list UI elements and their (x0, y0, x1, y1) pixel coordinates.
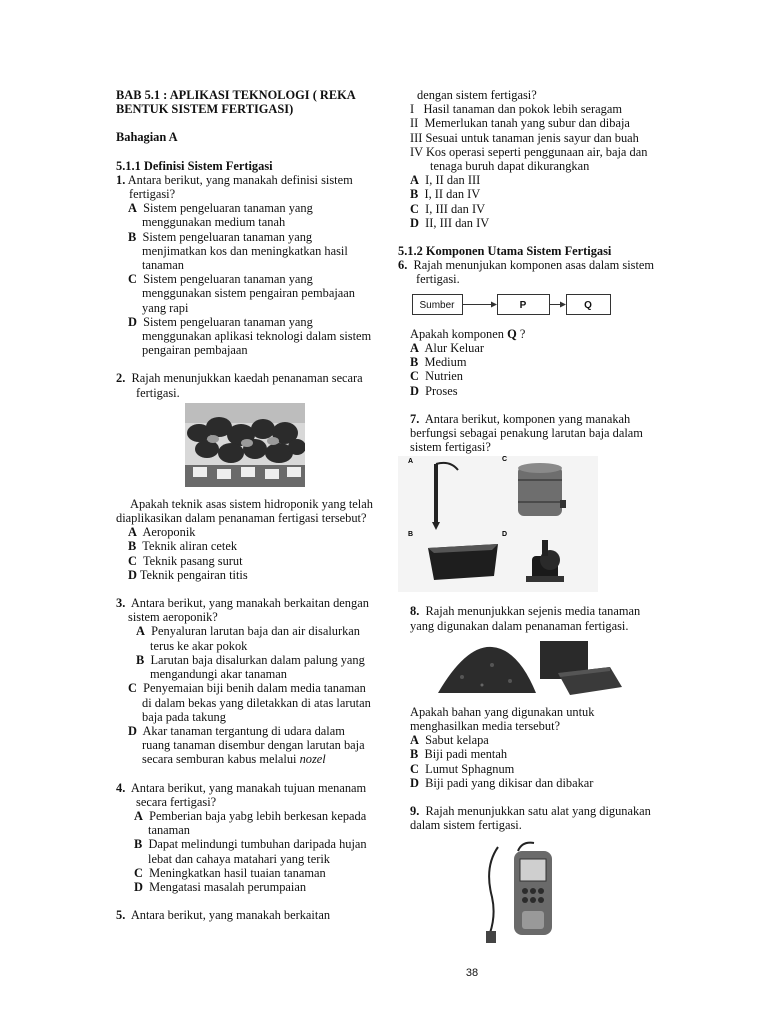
left-column (116, 88, 374, 922)
option-item[interactable]: A Sistem pengeluaran tanaman yang menggunakan medium tanah (128, 201, 313, 230)
question-5: 5. Antara berikut, yang manakah berkaitan (116, 908, 331, 923)
statement-item: III Sesuai untuk tanaman jenis sayur dan buah (410, 130, 639, 145)
subsection-heading-511: 5.1.1 Definisi Sistem Fertigasi (116, 158, 273, 173)
statement-item: II Memerlukan tanah yang subur dan dibaja (410, 116, 630, 131)
question-8: 8. Rajah menunjukkan sejenis media tanaman yang digunakan dalam penanaman fertigasi. (410, 604, 641, 633)
question-2-prompt: Apakah teknik asas sistem hidroponik yang telah diaplikasikan dalam penanaman fertigasi tersebut? (116, 496, 373, 526)
chapter-title: BAB 5.1 : APLIKASI TEKNOLOGI ( REKA BENTUK SISTEM FERTIGASI) (116, 88, 356, 117)
flow-box-p: P (519, 299, 527, 311)
question-1-options (116, 201, 374, 357)
option-item[interactable]: B Larutan baja disalurkan dalam palung yang mengandungi akar tanaman (136, 652, 365, 682)
meter-device-photo (478, 837, 568, 945)
option-item[interactable]: C Teknik pasang surut (128, 553, 243, 568)
statement-item: IV Kos operasi seperti penggunaan air, baja dan tenaga buruh dapat dikurangkan (410, 144, 648, 174)
question-8-options (398, 733, 660, 790)
option-item[interactable]: C Penyemaian biji benih dalam media tanaman di dalam bekas yang diletakkan di atas larutan baja pada takung (128, 681, 371, 724)
option-item[interactable]: A Alur Keluar (410, 341, 484, 356)
option-item[interactable]: D Akar tanaman tergantung di udara dalam ruang tanaman disembur dengan larutan baja secara semburan kabus melalui nozel (128, 723, 365, 767)
option-item[interactable]: B I, II dan IV (410, 187, 481, 202)
question-2-options (116, 525, 374, 582)
option-item[interactable]: B Biji padi mentah (410, 747, 508, 762)
option-item[interactable]: A Pemberian baja yabg lebih berkesan kepada tanaman (134, 808, 367, 838)
option-item[interactable]: C Sistem pengeluaran tanaman yang menggunakan sistem pengairan pembajaan yang rapi (128, 272, 355, 315)
option-item[interactable]: C I, III dan IV (410, 201, 486, 216)
option-item[interactable]: B Dapat melindungi tumbuhan daripada hujan lebat dan cahaya matahari yang terik (134, 837, 367, 866)
question-5-continued: dengan sistem fertigasi? (417, 88, 537, 102)
question-9: 9. Rajah menunjukkan satu alat yang digunakan dalam sistem fertigasi. (410, 804, 651, 833)
statement-item: I Hasil tanaman dan pokok lebih seragam (410, 102, 622, 117)
option-item[interactable]: D Mengatasi masalah perumpaian (134, 879, 307, 894)
option-item[interactable]: B Medium (410, 355, 467, 370)
flow-box-q: Q (584, 299, 592, 311)
question-7: 7. Antara berikut, komponen yang manakah berfungsi sebagai penakung larutan baja dalam sistem fertigasi? (410, 411, 643, 455)
option-item[interactable]: C Meningkatkan hasil tuaian tanaman (134, 865, 326, 880)
subsection-heading-512: 5.1.2 Komponen Utama Sistem Fertigasi (398, 244, 612, 259)
figure-label-a: A (408, 458, 414, 466)
barrel-tank-image (518, 463, 566, 516)
flow-box-sumber: Sumber (419, 299, 455, 311)
figure-label-d: D (502, 531, 508, 539)
question-8-prompt: Apakah bahan yang digunakan untuk menghasilkan media tersebut? (410, 704, 595, 734)
option-item[interactable]: B Sistem pengeluaran tanaman yang menjimatkan kos dan meningkatkan hasil tanaman (128, 229, 348, 273)
question-4-options (116, 809, 374, 894)
question-5-statements (398, 102, 660, 173)
option-item[interactable]: C Lumut Sphagnum (410, 761, 515, 776)
component-flow-diagram (412, 292, 612, 318)
option-item[interactable]: A Sabut kelapa (410, 733, 489, 748)
figure-label-c: C (502, 456, 508, 464)
soil-pile-image (438, 647, 536, 693)
option-item[interactable]: A Aeroponik (128, 525, 196, 540)
question-2: 2. Rajah menunjukkan kaedah penanaman secara fertigasi. (116, 371, 363, 400)
growing-media-photo (432, 637, 632, 701)
option-item[interactable]: D Proses (410, 383, 458, 398)
option-item[interactable]: C Nutrien (410, 369, 464, 384)
question-6-options (398, 341, 660, 398)
option-item[interactable]: D Biji padi yang dikisar dan dibakar (410, 775, 594, 790)
question-4: 4. Antara berikut, yang manakah tujuan menanam secara fertigasi? (116, 780, 367, 809)
question-3-options (116, 624, 374, 766)
question-6: 6. Rajah menunjukan komponen asas dalam sistem fertigasi. (398, 258, 655, 287)
option-item[interactable]: A I, II dan III (410, 173, 481, 188)
page-number: 38 (465, 967, 479, 979)
section-heading: Bahagian A (116, 130, 178, 145)
figure-label-b: B (408, 531, 414, 539)
fertigation-plants-photo (185, 403, 305, 487)
option-item[interactable]: D Sistem pengeluaran tanaman yang menggunakan aplikasi teknologi dalam sistem pengairan pembajaan (128, 314, 372, 358)
right-column (398, 88, 660, 945)
component-options-figure (398, 456, 598, 592)
tray-container-image (428, 544, 498, 580)
option-item[interactable]: D Teknik pengairan titis (128, 567, 248, 582)
question-3: 3. Antara berikut, yang manakah berkaitan dengan sistem aeroponik? (116, 596, 369, 625)
option-item[interactable]: D II, III dan IV (410, 215, 490, 230)
question-5-options (398, 173, 660, 230)
question-6-prompt: Apakah komponen Q ? (410, 326, 526, 341)
coco-block-image (540, 641, 622, 695)
option-item[interactable]: A Penyaluran larutan baja dan air disalurkan terus ke akar pokok (136, 624, 360, 653)
question-1: 1. Antara berikut, yang manakah definisi sistem fertigasi? (116, 172, 353, 202)
option-item[interactable]: B Teknik aliran cetek (128, 539, 238, 554)
